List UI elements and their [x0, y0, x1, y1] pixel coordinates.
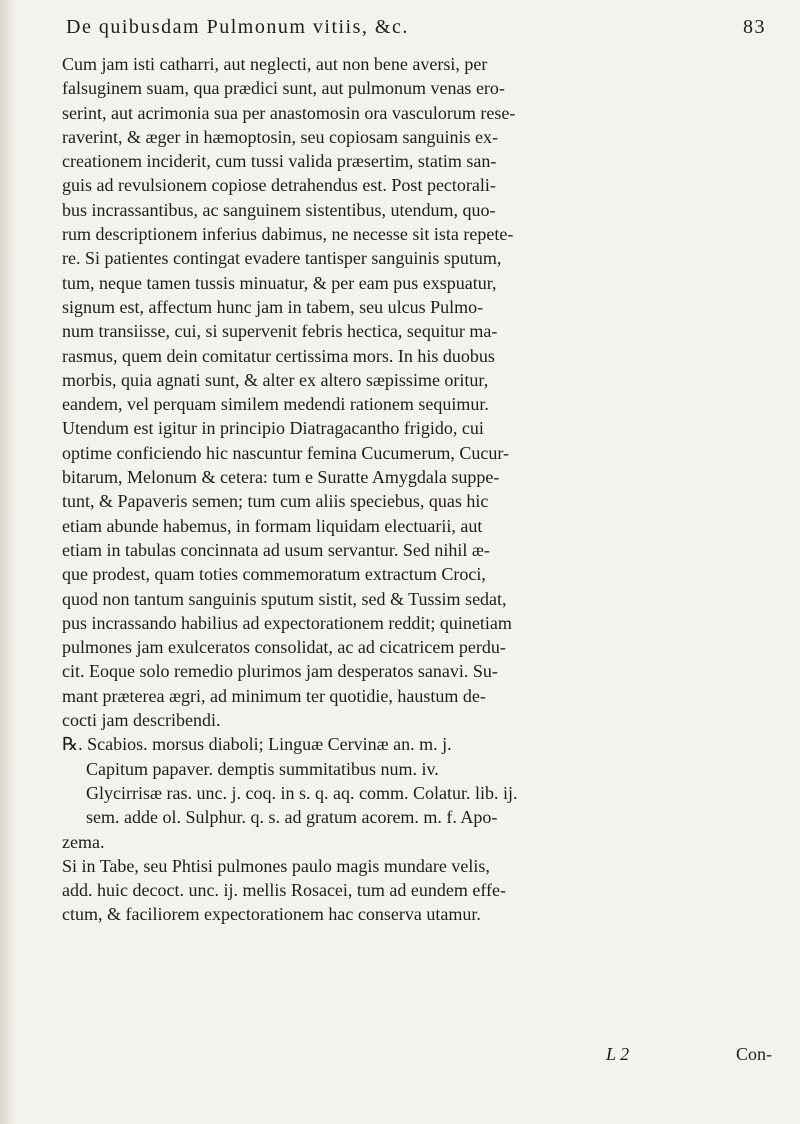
paragraph-closing	[62, 854, 772, 927]
main-text-block	[62, 52, 772, 927]
recipe-block	[62, 732, 772, 853]
text-line: bitarum, Melonum & cetera: tum e Suratte Amygdala suppe-	[62, 467, 500, 488]
text-line: Cum jam isti catharri, aut neglecti, aut non bene aversi, per	[62, 54, 488, 74]
text-line: cit. Eoque solo remedio plurimos jam desperatos sanavi. Su-	[62, 661, 498, 682]
catchword: Con-	[736, 1044, 772, 1064]
text-line: num transiisse, cui, si supervenit febris hectica, sequitur ma-	[62, 321, 498, 342]
text-line: tunt, & Papaveris semen; tum cum aliis speciebus, quas hic	[62, 491, 489, 512]
text-line: raverint, & æger in hæmoptosin, seu copiosam sanguinis ex-	[62, 126, 498, 147]
text-line: mant præterea ægri, ad minimum ter quotidie, haustum de-	[62, 685, 486, 706]
signature-mark: L 2	[606, 1044, 630, 1064]
text-line: rum descriptionem inferius dabimus, ne necesse sit ista repete-	[62, 224, 514, 245]
text-line: re. Si patientes contingat evadere tantisper sanguinis sputum,	[62, 248, 502, 269]
text-line: ℞. Scabios. morsus diaboli; Linguæ Cervinæ an. m. j.	[62, 734, 452, 755]
running-header	[66, 16, 770, 44]
text-line: Utendum est igitur in principio Diatragacantho frigido, cui	[62, 418, 484, 439]
text-line: pulmones jam exulceratos consolidat, ac ad cicatricem perdu-	[62, 637, 506, 658]
text-line: eandem, vel perquam similem medendi rationem sequimur.	[62, 394, 489, 415]
text-line: sem. adde ol. Sulphur. q. s. ad gratum acorem. m. f. Apo-	[86, 807, 498, 828]
text-line: ctum, & faciliorem expectorationem hac conserva utamur.	[62, 904, 481, 925]
running-title: De quibusdam Pulmonum vitiis, &c.	[66, 16, 409, 38]
text-line: zema.	[62, 831, 105, 852]
text-line: add. huic decoct. unc. ij. mellis Rosacei, tum ad eundem effe-	[62, 880, 507, 901]
text-line: bus incrassantibus, ac sanguinem sistentibus, utendum, quo-	[62, 199, 496, 220]
page-footer	[62, 1044, 772, 1068]
text-line: etiam in tabulas concinnata ad usum servantur. Sed nihil æ-	[62, 539, 490, 560]
text-line: signum est, affectum hunc jam in tabem, seu ulcus Pulmo-	[62, 296, 484, 317]
text-line: guis ad revulsionem copiose detrahendus est. Post pectorali-	[62, 175, 496, 196]
text-line: Glycirrisæ ras. unc. j. coq. in s. q. aq. comm. Colatur. lib. ij.	[86, 782, 518, 803]
paragraph-main	[62, 52, 772, 732]
text-line: pus incrassando habilius ad expectorationem reddit; quinetiam	[62, 612, 512, 633]
text-line: tum, neque tamen tussis minuatur, & per eam pus exspuatur,	[62, 272, 497, 293]
text-line: rasmus, quem dein comitatur certissima mors. In his duobus	[62, 345, 495, 366]
text-line: cocti jam describendi.	[62, 710, 221, 731]
text-line: falsuginem suam, qua prædici sunt, aut pulmonum venas ero-	[62, 78, 505, 99]
text-line: Capitum papaver. demptis summitatibus num. iv.	[86, 758, 439, 779]
text-line: morbis, quia agnati sunt, & alter ex altero sæpissime oritur,	[62, 369, 489, 390]
text-line: serint, aut acrimonia sua per anastomosin ora vasculorum rese-	[62, 102, 516, 123]
text-line: creationem inciderit, cum tussi valida præsertim, statim san-	[62, 151, 497, 172]
text-line: que prodest, quam toties commemoratum extractum Croci,	[62, 564, 486, 585]
page-number: 83	[743, 16, 766, 38]
page-gutter-shadow	[0, 0, 16, 1124]
text-line: Si in Tabe, seu Phtisi pulmones paulo magis mundare velis,	[62, 855, 490, 876]
text-line: optime conficiendo hic nascuntur femina Cucumerum, Cucur-	[62, 442, 510, 463]
text-line: etiam abunde habemus, in formam liquidam electuarii, aut	[62, 515, 483, 536]
text-line: quod non tantum sanguinis sputum sistit, sed & Tussim sedat,	[62, 588, 507, 609]
